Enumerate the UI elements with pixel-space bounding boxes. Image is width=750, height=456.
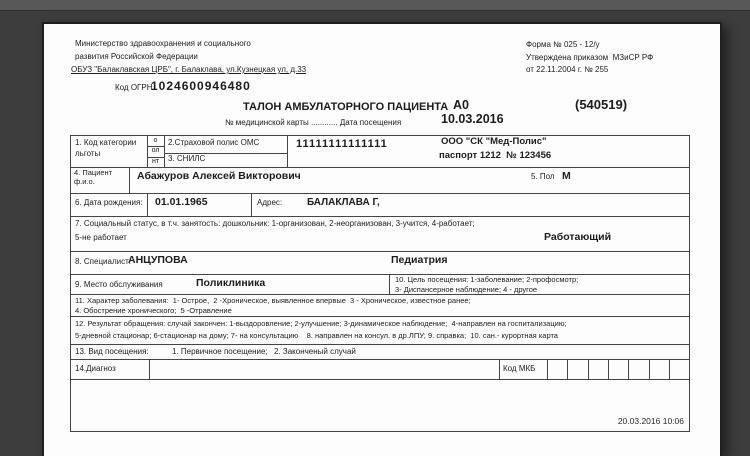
- disease-nature-label1: 11. Характер заболевания: 1- Острое, 2 -Хроническое, выявленное впервые 3 - Хроническое, известное ранее;: [75, 296, 471, 305]
- specialist-name: АНЦУПОВА: [128, 254, 188, 266]
- print-timestamp: 20.03.2016 10:06: [617, 416, 684, 426]
- visit-date: 10.03.2016: [441, 112, 504, 126]
- row-divider: [71, 379, 689, 380]
- address-value: БАЛАКЛАВА Г,: [307, 197, 380, 208]
- backdrop-top-strip: [0, 0, 750, 11]
- mkb-cell-border: [628, 359, 629, 379]
- benefit-code-ol: ол: [151, 147, 160, 154]
- gender-value: М: [562, 170, 571, 182]
- mkb-code-label: Код МКБ: [503, 364, 536, 373]
- oms-policy-label: 2.Страховой полис ОМС: [168, 138, 260, 147]
- cell-divider: [149, 359, 150, 379]
- ogrn-value: 1024600946480: [151, 79, 251, 93]
- service-place-value: Поликлиника: [196, 277, 266, 289]
- clinic-name: ОБУЗ "Балаклавская ЦРБ", г. Балаклава, ул.Кузнецкая ул, д.33: [71, 65, 307, 74]
- gender-label: 5. Пол: [531, 172, 555, 181]
- row-divider: [71, 167, 689, 168]
- specialty-value: Педиатрия: [391, 254, 448, 266]
- cell-divider: [251, 193, 252, 216]
- cell-divider: [129, 167, 130, 193]
- mkb-cell-border: [567, 359, 568, 379]
- talon-number: (540519): [575, 97, 628, 112]
- form-title: ТАЛОН АМБУЛАТОРНОГО ПАЦИЕНТА: [243, 101, 449, 113]
- visit-type-label: 13. Вид посещения:: [75, 347, 149, 356]
- row-divider: [71, 251, 689, 252]
- form-ref-line1: Форма № 025 - 12/у: [526, 40, 600, 49]
- address-label: Адрес:: [257, 198, 283, 207]
- mkb-cell-border: [608, 359, 609, 379]
- disease-nature-label2: 4. Обострение хронического; 5 -Отравление: [75, 306, 232, 315]
- policy-number: 11111111111111: [296, 138, 388, 150]
- ogrn-label: Код ОГРН: [115, 83, 153, 92]
- passport-number: паспорт 1212 № 123456: [439, 150, 552, 161]
- visit-type-option2: 2. Законченый случай: [274, 347, 356, 356]
- form-ref-line2: Утверждена приказом МЗиСР РФ: [526, 53, 654, 62]
- social-status-value: Работающий: [544, 231, 612, 243]
- card-number-label: № медицинской карты ............ Дата посещения: [225, 118, 402, 127]
- form-ref-line3: от 22.11.2004 г. № 255: [526, 65, 609, 74]
- specialist-label: 8. Специалист:: [75, 257, 131, 266]
- document-page: [42, 22, 722, 456]
- benefit-code-o: о: [153, 137, 158, 144]
- cell-divider: [287, 136, 288, 167]
- benefit-code-nt: нт: [151, 158, 160, 165]
- mkb-cell-border: [588, 359, 589, 379]
- patient-name: Абажуров Алексей Викторович: [137, 170, 301, 182]
- insurer-name: ООО "СК "Мед-Полис": [441, 136, 547, 147]
- cell-divider: [147, 193, 148, 216]
- row-divider: [71, 193, 689, 194]
- visit-purpose-label2: 3- Диспансерное наблюдение; 4 - другое: [395, 285, 538, 294]
- service-place-label: 9. Место обслуживания: [75, 280, 163, 289]
- row-divider: [71, 316, 689, 317]
- benefit-category-label2: льготы: [75, 149, 101, 158]
- cell-divider: [389, 274, 390, 294]
- talon-series: А0: [453, 98, 469, 112]
- ministry-line2: развития Российской Федерации: [75, 52, 198, 61]
- visit-purpose-label1: 10. Цель посещения: 1-заболевание; 2-профосмотр;: [395, 275, 579, 284]
- patient-form-table: [70, 135, 690, 432]
- ministry-line1: Министерство здравоохранения и социального: [75, 39, 251, 48]
- row-divider: [71, 294, 689, 295]
- cell-divider: [499, 359, 500, 379]
- cell-divider: [164, 136, 165, 167]
- row-divider: [71, 344, 689, 345]
- visit-result-label2: 5-дневной стационар; 6-стационар на дому; 7- на консультацию 8. направлен на консул. в др.ЛПУ; 9. справка; 10. сан.- курортная карта: [75, 331, 558, 340]
- visit-type-option1: 1. Первичное посещение;: [172, 347, 268, 356]
- birthdate-value: 01.01.1965: [155, 196, 208, 208]
- patient-label1: 4. Пациент: [74, 168, 113, 177]
- social-status-label1: 7. Социальный статус, в т.ч. занятость: дошкольник: 1-организован, 2-неорганизован, 3-учится, 4-работает;: [75, 219, 475, 228]
- patient-label2: ф.и.о.: [74, 177, 95, 186]
- birthdate-label: 6. Дата рождения:: [75, 198, 143, 207]
- benefit-category-label1: 1. Код категории: [75, 138, 137, 147]
- visit-result-label1: 12. Результат обращения: случай закончен: 1-выздоровление; 2-улучшение; 3-динамическое наблюдение; 4-направлен на госпитализацию;: [75, 319, 567, 328]
- mkb-cell-border: [669, 359, 670, 379]
- row-divider: [71, 274, 689, 275]
- diagnosis-label: 14.Диагноз: [75, 364, 116, 373]
- mkb-cell-border: [547, 359, 548, 379]
- mkb-cell-border: [649, 359, 650, 379]
- snils-label: 3. СНИЛС: [168, 154, 206, 163]
- row-divider: [71, 359, 689, 360]
- social-status-label2: 5-не работает: [75, 233, 127, 242]
- row-divider: [71, 216, 689, 217]
